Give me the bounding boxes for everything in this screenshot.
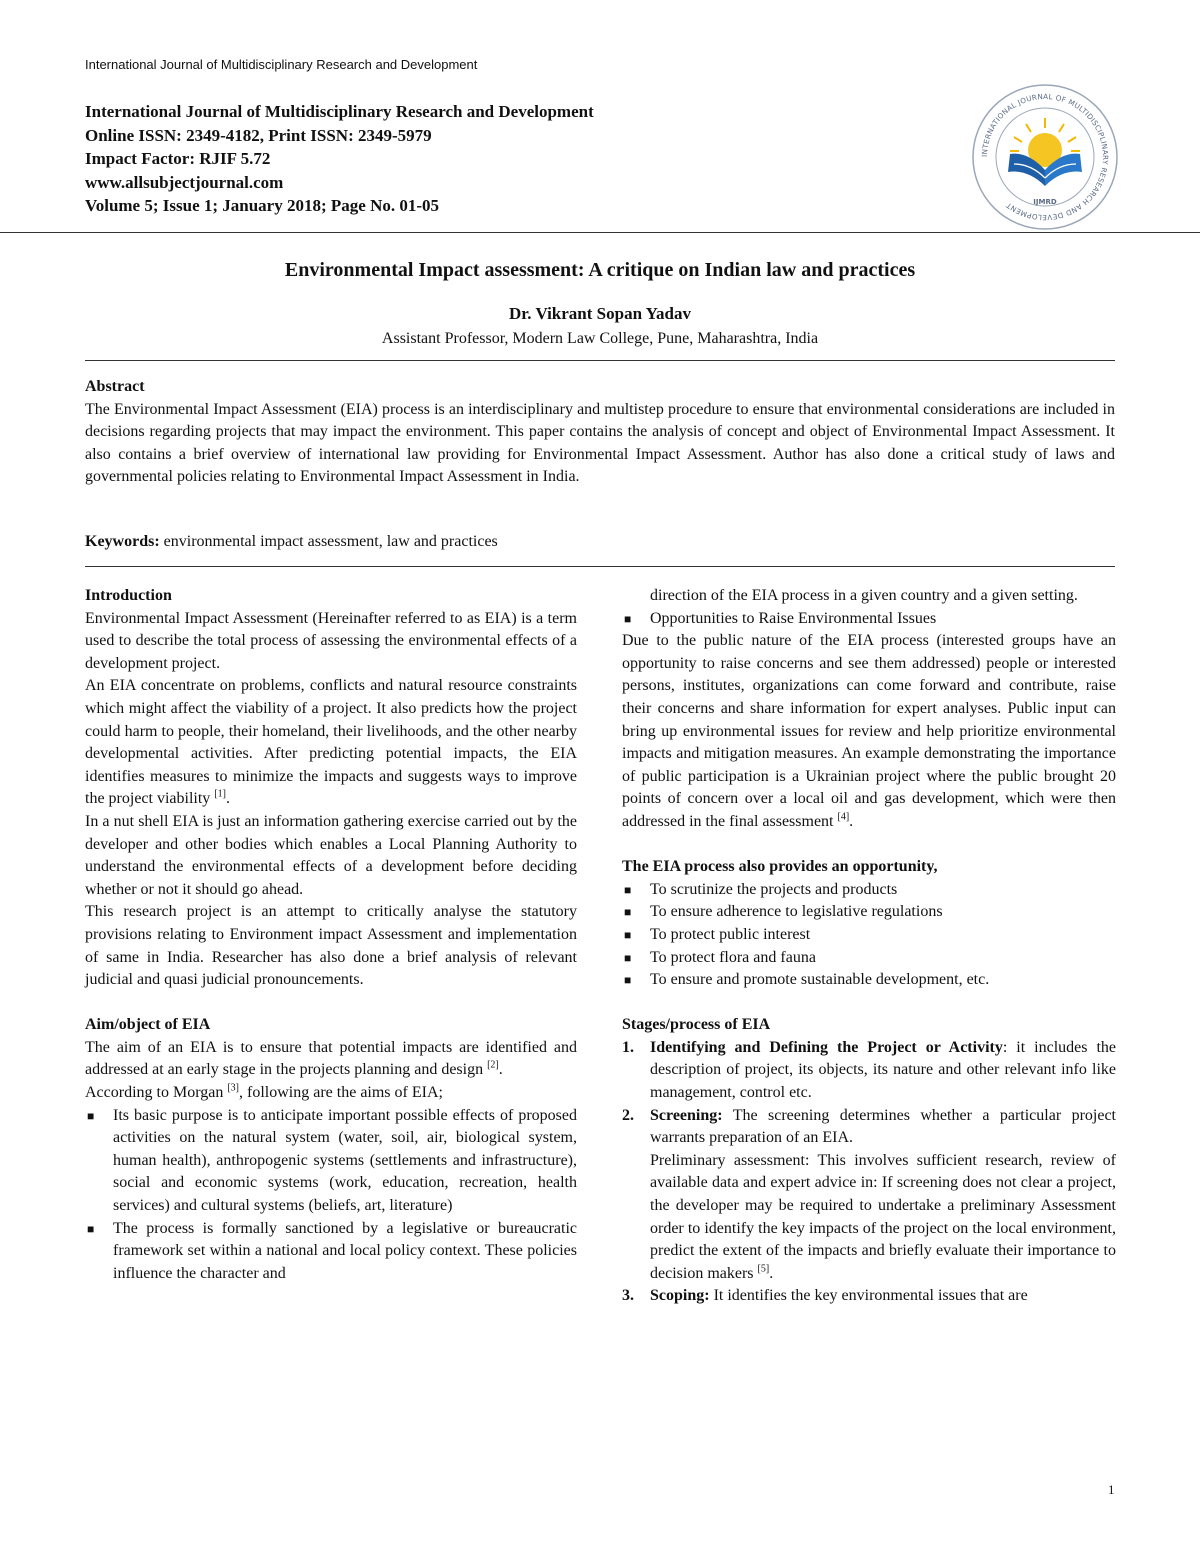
list-item: ■ The process is formally sanctioned by a legislative or bureaucratic framework set within a national and local policy context. These policies influence the character and [87,1219,577,1282]
keywords [85,533,1115,551]
intro-paragraph: This research project is an attempt to critically analyse the statutory provisions relating to Environment impact Assessment and implementation of same in India. Researcher has also done a brief analysis of relevant judicial and quasi judicial pronouncements. [85,903,577,989]
article-title: Environmental Impact assessment: A critique on Indian law and practices [284,259,916,281]
intro-paragraph: In a nut shell EIA is just an information gathering exercise carried out by the developer and other bodies which enables a Local Planning Authority to understand the environmental effects of a development before deciding whether or not it should go ahead. [85,812,577,898]
list-item: ■ To scrutinize the projects and products [622,879,1116,902]
running-head: International Journal of Multidisciplinary Research and Development [85,57,478,72]
square-bullet-icon: ■ [624,611,632,626]
keywords-text: environmental impact assessment, law and practices [159,533,498,550]
aim-heading: Aim/object of EIA [85,1016,211,1034]
square-bullet-icon: ■ [87,1221,95,1236]
stage-item: 1. Identifying and Defining the Project or Activity: it includes the description of project, its objects, its nature and other relevant info like management, control etc. [622,1038,1116,1102]
keywords-label: Keywords: [85,533,160,550]
opportunity-heading: The EIA process also provides an opportunity, [622,858,938,876]
list-item: ■ To protect public interest [622,924,1116,947]
citation-ref[interactable]: [2] [487,1060,499,1072]
journal-url[interactable]: www.allsubjectjournal.com [85,172,284,192]
public-paragraph: Due to the public nature of the EIA process (interested groups have an opportunity to raise concerns and see them addressed) people or interested persons, institutes, organizations can come forward and contribute, raise their concerns and share information for expert analyses. Public input can bring up environmental issues for review and help prioritize environmental impacts and mitigation measures. An example demonstrating the importance of public participation is a Ukrainian project where the public brought 20 points of concern over a local oil and gas development, which were then addressed in the final assessment [4]. [622,632,1116,830]
article-author: Dr. Vikrant Sopan Yadav [508,304,692,323]
stages-list [622,1037,1116,1308]
aim-paragraph: The aim of an EIA is to ensure that potential impacts are identified and addressed at an early stage in the projects planning and design [2]. [85,1038,577,1079]
square-bullet-icon: ■ [624,973,632,988]
list-item: ■ To ensure adherence to legislative regulations [622,901,1116,924]
abstract-bottom-rule [85,566,1115,567]
journal-volume: Volume 5; Issue 1; January 2018; Page No. 01-05 [85,196,440,215]
square-bullet-icon: ■ [624,927,632,942]
logo-badge: IJMRD [1033,198,1057,206]
opportunity-list [622,879,1116,992]
list-item: ■ Its basic purpose is to anticipate important possible effects of proposed activities on the natural system (water, soil, air, biological system, human health), anthropogenic systems (settlements and infrastructure), social and economic systems (work, education, recreation, health services) and cultural systems (beliefs, art, literature) [87,1106,577,1215]
list-item: ■ To ensure and promote sustainable development, etc. [622,969,1116,992]
stage-item: 3. Scoping: It identifies the key environmental issues that are [622,1287,1028,1305]
list-item: ■ To protect flora and fauna [622,947,1116,970]
logo-ring-text: INTERNATIONAL JOURNAL OF MULTIDISCIPLINARY RESEARCH AND DEVELOPMENT [979,91,1111,223]
citation-ref[interactable]: [3] [227,1082,240,1094]
stage-item: 2. Screening: The screening determines whether a particular project warrants preparation of an EIA. Preliminary assessment: This involves sufficient research, review of available data and expert advice in: If screening does not clear a project, the developer may be required to undertake a preliminary Assessment order to identify the key impacts of the project on the local environment, predict the extent of the impacts and briefly evaluate their importance to decision makers [5]. [622,1105,1116,1286]
citation-ref[interactable]: [1] [214,789,226,801]
abstract-heading: Abstract [85,378,145,395]
journal-logo [970,82,1120,232]
square-bullet-icon: ■ [624,905,632,920]
page-number: 1 [1108,1482,1115,1497]
article-affiliation: Assistant Professor, Modern Law College, Pune, Maharashtra, India [381,330,819,347]
journal-impact-factor: Impact Factor: RJIF 5.72 [85,149,271,168]
journal-info [85,100,594,218]
stages-heading: Stages/process of EIA [622,1016,771,1034]
intro-paragraph: Environmental Impact Assessment (Hereinafter referred to as EIA) is a term used to describe the total process of assessing the environmental effects of a development project. [85,609,577,672]
aims-list [85,1105,577,1286]
aims-list-continuation: direction of the EIA process in a given country and a given setting. [650,587,1078,604]
abstract-text: The Environmental Impact Assessment (EIA) process is an interdisciplinary and multistep procedure to ensure that environmental considerations are included in decisions regarding projects that may impact the environment. This paper contains the analysis of concept and object of Environmental Impact Assessment. It also contains a brief overview of international law providing for Environmental Impact Assessment. Author has also done a critical study of laws and governmental policies relating to Environmental Impact Assessment in India. [85,400,1115,486]
left-column [85,585,577,1285]
square-bullet-icon: ■ [624,882,632,897]
header-rule [0,232,1200,233]
journal-issn: Online ISSN: 2349-4182, Print ISSN: 2349-5979 [85,125,432,145]
journal-name: International Journal of Multidisciplinary Research and Development [85,102,594,121]
issues-list [622,608,1116,631]
abstract-section [85,376,1115,489]
list-item: ■ Opportunities to Raise Environmental Issues [622,608,1116,631]
square-bullet-icon: ■ [624,950,632,965]
preliminary-assessment: Preliminary assessment: This involves sufficient research, review of available data and expert advice in: If screening does not clear a project, the developer may be required to undertake a preliminary Assessment order to identify the key impacts of the project on the local environment, predict the extent of the impacts and briefly evaluate their importance to decision makers [5]. [650,1151,1116,1282]
aim-paragraph: According to Morgan [3], following are the aims of EIA; [85,1082,443,1102]
citation-ref[interactable]: [4] [837,811,850,823]
intro-heading: Introduction [85,587,172,604]
right-column [622,585,1116,1308]
abstract-top-rule [85,360,1115,361]
citation-ref[interactable]: [5] [757,1263,770,1275]
intro-paragraph: An EIA concentrate on problems, conflicts and natural resource constraints which might affect the viability of a project. It also predicts how the project could harm to people, their homeland, their livelihoods, and the other nearby developmental activities. After predicting potential impacts, the EIA identifies measures to minimize the impacts and suggests ways to improve the project viability [1]. [85,677,577,808]
square-bullet-icon: ■ [87,1108,95,1123]
